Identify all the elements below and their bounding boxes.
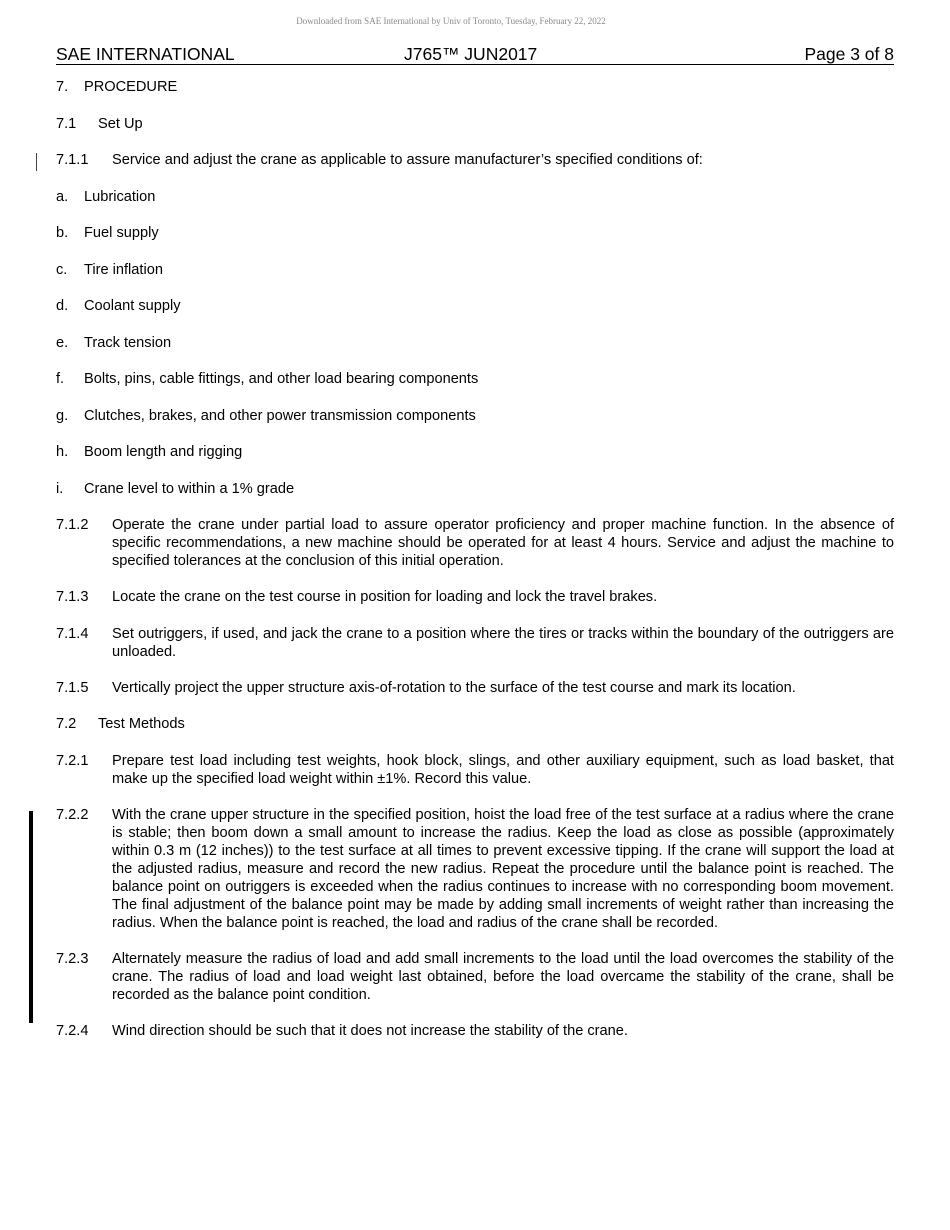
list-item-text: Boom length and rigging	[84, 444, 243, 460]
list-item-letter: b.	[56, 225, 69, 241]
clause-text: Vertically project the upper structure axis-of-rotation to the surface of the test course and mark its location.	[112, 679, 796, 696]
list-item	[56, 480, 894, 498]
clause-text: Alternately measure the radius of load and add small increments to the load until the load overcomes the stability of the crane. The radius of load and load weight last obtained, before the load overcame the stability of the crane, shall be recorded as the balance point condition.	[112, 950, 894, 1003]
list-item-letter: c.	[56, 261, 68, 278]
list-item-text: Bolts, pins, cable fittings, and other load bearing components	[84, 371, 479, 387]
list-item-letter: g.	[56, 407, 69, 424]
revision-change-bar-major	[29, 811, 33, 1023]
list-item-text: Fuel supply	[84, 225, 159, 241]
list-item-text: Clutches, brakes, and other power transmission components	[84, 407, 476, 424]
list-item	[56, 224, 894, 242]
revision-change-bar	[36, 153, 37, 171]
clause-text: Set outriggers, if used, and jack the crane to a position where the tires or tracks within the boundary of the outriggers are unloaded.	[112, 625, 894, 660]
clause-paragraph	[56, 950, 894, 1004]
subsection-number: 7.2	[56, 716, 77, 732]
clause-paragraph	[56, 1022, 894, 1040]
list-item	[56, 188, 894, 206]
list-item-text: Crane level to within a 1% grade	[84, 480, 295, 497]
list-item-text: Tire inflation	[84, 261, 163, 278]
list-item-letter: i.	[56, 480, 64, 497]
clause-number: 7.1.1	[56, 152, 89, 168]
section-title: PROCEDURE	[84, 79, 178, 95]
clause-number: 7.2.2	[56, 806, 89, 823]
subsection-number: 7.1	[56, 115, 77, 132]
clause-text: Service and adjust the crane as applicable to assure manufacturer’s specified conditions of:	[112, 152, 703, 168]
header-doc-id: J765™ JUN2017	[404, 44, 538, 64]
list-item-letter: a.	[56, 188, 69, 205]
clause-text: With the crane upper structure in the specified position, hoist the load free of the test surface at a radius where the crane is stable; then boom down a small amount to increase the radius. Keep the load as close as possible (approximately within 0.3 m (12 inches)) to the test surface at all times to prevent excessive tipping. If the crane will support the load at the adjusted radius, measure and record the new radius. Repeat the procedure until the balance point is reached. The balance point on outriggers is exceeded when the radius continues to increase with no corresponding boom movement. The final adjustment of the balance point may be made by adding small increments of weight rather than increasing the radius. When the balance point is reached, the load and radius of the crane shall be recorded.	[112, 806, 894, 931]
list-item	[56, 297, 894, 315]
subsection-title: Test Methods	[98, 716, 185, 732]
document-body	[56, 78, 894, 1058]
list-item-text: Lubrication	[84, 188, 156, 205]
list-item-letter: e.	[56, 334, 69, 351]
clause-number: 7.2.1	[56, 752, 89, 769]
download-watermark: Downloaded from SAE International by Univ of Toronto, Tuesday, February 22, 2022	[296, 16, 606, 26]
clause-text: Operate the crane under partial load to assure operator proficiency and proper machine function. In the absence of specific recommendations, a new machine should be operated for at least 4 hours. Service and adjust the machine to specified tolerances at the conclusion of this initial operation.	[112, 517, 894, 569]
clause-number: 7.1.3	[56, 589, 89, 605]
clause-number: 7.2.3	[56, 950, 89, 967]
clause-number: 7.1.5	[56, 679, 89, 696]
list-item-text: Coolant supply	[84, 298, 181, 314]
list-item-letter: f.	[56, 371, 65, 387]
section-number: 7.	[56, 79, 69, 95]
subsection-title: Set Up	[98, 115, 143, 132]
list-item	[56, 407, 894, 425]
list-item-letter: h.	[56, 444, 69, 460]
clause-number: 7.1.4	[56, 625, 89, 642]
header-page-number: Page 3 of 8	[804, 44, 894, 64]
list-item-text: Track tension	[84, 334, 172, 351]
clause-paragraph	[56, 151, 894, 169]
subsection-heading	[56, 115, 894, 133]
section-heading	[56, 78, 894, 96]
clause-text: Wind direction should be such that it does not increase the stability of the crane.	[112, 1022, 628, 1039]
clause-paragraph	[56, 588, 894, 606]
list-item-letter: d.	[56, 298, 69, 314]
clause-paragraph	[56, 516, 894, 570]
list-item	[56, 261, 894, 279]
list-item	[56, 443, 894, 461]
list-item	[56, 334, 894, 352]
subsection-heading	[56, 715, 894, 733]
clause-number: 7.1.2	[56, 517, 89, 533]
clause-paragraph	[56, 806, 894, 932]
clause-paragraph	[56, 625, 894, 661]
list-item	[56, 370, 894, 388]
clause-text: Prepare test load including test weights, hook block, slings, and other auxiliary equipment, such as load basket, that make up the specified load weight within ±1%. Record this value.	[112, 752, 894, 787]
clause-text: Locate the crane on the test course in position for loading and lock the travel brakes.	[112, 589, 658, 605]
clause-paragraph	[56, 752, 894, 788]
page-header	[56, 44, 894, 65]
header-org: SAE INTERNATIONAL	[56, 44, 235, 64]
clause-number: 7.2.4	[56, 1022, 89, 1039]
clause-paragraph	[56, 679, 894, 697]
